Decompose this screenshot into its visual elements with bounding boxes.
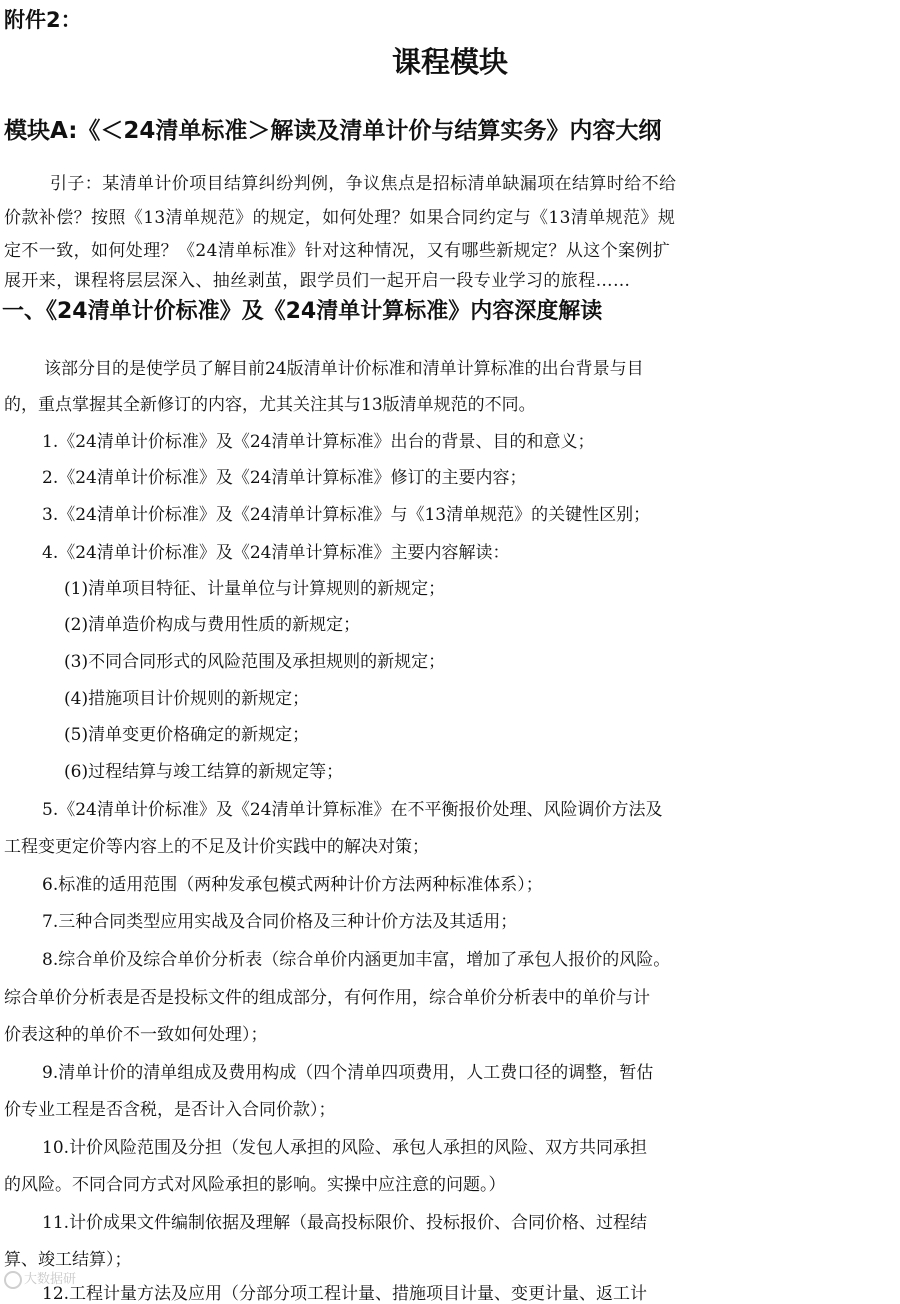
sub-list-item: (1)清单项目特征、计量单位与计算规则的新规定；: [64, 579, 446, 599]
list-item: 10.计价风险范围及分担（发包人承担的风险、承包人承担的风险、双方共同承担: [42, 1138, 648, 1158]
intro-line: 定不一致，如何处理？《24清单标准》针对这种情况，又有哪些新规定？从这个案例扩: [4, 241, 671, 261]
intro-line: 价款补偿？按照《13清单规范》的规定，如何处理？如果合同约定与《13清单规范》规: [4, 208, 676, 228]
sub-list-item: (5)清单变更价格确定的新规定；: [64, 725, 310, 745]
body-line: 该部分目的是使学员了解目前24版清单计价标准和清单计算标准的出台背景与目: [44, 359, 644, 379]
list-item-continuation: 的风险。不同合同方式对风险承担的影响。实操中应注意的问题。）: [4, 1175, 506, 1195]
list-item: 3.《24清单计价标准》及《24清单计算标准》与《13清单规范》的关键性区别；: [42, 505, 651, 525]
watermark: [4, 1268, 76, 1289]
list-item: 12.工程计量方法及应用（分部分项工程计量、措施项目计量、变更计量、返工计: [42, 1284, 648, 1304]
list-item-continuation: 价表这种的单价不一致如何处理）；: [4, 1025, 268, 1045]
list-item-continuation: 工程变更定价等内容上的不足及计价实践中的解决对策；: [4, 837, 429, 857]
list-item-continuation: 综合单价分析表是否是投标文件的组成部分，有何作用，综合单价分析表中的单价与计: [4, 988, 650, 1008]
body-line: 的，重点掌握其全新修订的内容，尤其关注其与13版清单规范的不同。: [4, 395, 536, 415]
list-item: 7.三种合同类型应用实战及合同价格及三种计价方法及其适用；: [42, 912, 518, 932]
list-item: 1.《24清单计价标准》及《24清单计算标准》出台的背景、目的和意义；: [42, 432, 595, 452]
sub-list-item: (4)措施项目计价规则的新规定；: [64, 689, 310, 709]
appendix-label: 附件2：: [4, 8, 82, 32]
sub-list-item: (6)过程结算与竣工结算的新规定等；: [64, 762, 344, 782]
module-heading: 模块A:《＜24清单标准＞解读及清单计价与结算实务》内容大纲: [4, 118, 662, 144]
list-item: 8.综合单价及综合单价分析表（综合单价内涵更加丰富，增加了承包人报价的风险。: [42, 950, 671, 970]
list-item: 5.《24清单计价标准》及《24清单计算标准》在不平衡报价处理、风险调价方法及: [42, 800, 663, 820]
list-item-continuation: 算、竣工结算）；: [4, 1250, 132, 1270]
sub-list-item: (2)清单造价构成与费用性质的新规定；: [64, 615, 361, 635]
watermark-text: 大数据研: [24, 1272, 77, 1287]
watermark-logo-icon: [4, 1271, 22, 1289]
sub-list-item: (3)不同合同形式的风险范围及承担规则的新规定；: [64, 652, 446, 672]
intro-line: 引子：某清单计价项目结算纠纷判例，争议焦点是招标清单缺漏项在结算时给不给: [50, 174, 677, 194]
intro-line: 展开来，课程将层层深入、抽丝剥茧，跟学员们一起开启一段专业学习的旅程……: [4, 271, 631, 291]
page-title: 课程模块: [391, 45, 508, 79]
list-item: 2.《24清单计价标准》及《24清单计算标准》修订的主要内容；: [42, 468, 527, 488]
list-item: 9.清单计价的清单组成及费用构成（四个清单四项费用，人工费口径的调整，暂估: [42, 1063, 654, 1083]
list-item: 4.《24清单计价标准》及《24清单计算标准》主要内容解读：: [42, 543, 510, 563]
list-item: 6.标准的适用范围（两种发承包模式两种计价方法两种标准体系）；: [42, 875, 543, 895]
list-item: 11.计价成果文件编制依据及理解（最高投标限价、投标报价、合同价格、过程结: [42, 1213, 648, 1233]
list-item-continuation: 价专业工程是否含税，是否计入合同价款）；: [4, 1100, 336, 1120]
section-heading: 一、《24清单计价标准》及《24清单计算标准》内容深度解读: [2, 299, 603, 324]
